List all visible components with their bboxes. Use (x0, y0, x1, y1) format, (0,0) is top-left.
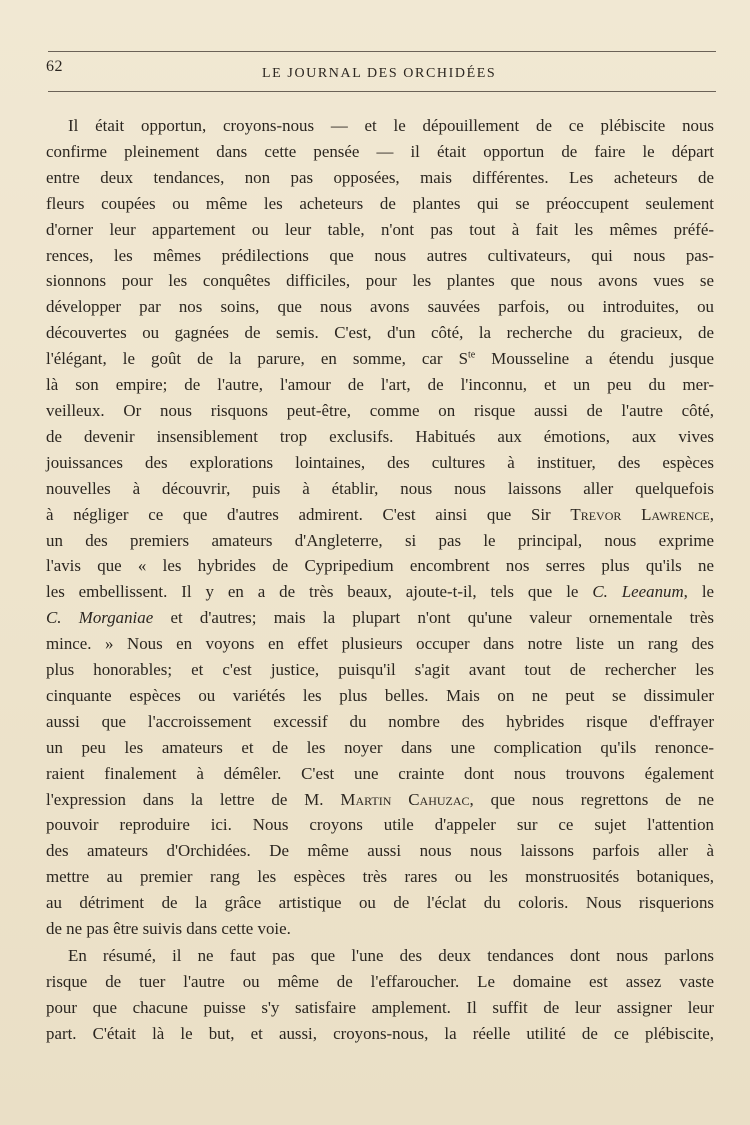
text-line (46, 346, 714, 372)
text-line: un des premiers amateurs d'Angleterre, si pas le principal, nous exprime (46, 530, 714, 550)
text-line: aussi que l'accroissement excessif du nombre des hybrides risque d'effrayer (46, 711, 714, 731)
text-fragment: et d'autres; mais la plupart n'ont qu'une valeur ornementale très (153, 608, 714, 628)
text-line: de devenir insensiblement trop exclusifs. Habitués aux émotions, aux vives (46, 426, 714, 446)
text-line: En résumé, il ne faut pas que l'une des deux tendances dont nous parlons (68, 946, 714, 965)
text-line: Il était opportun, croyons-nous — et le dépouillement de ce plébiscite nous (68, 116, 714, 135)
header-rule-top (48, 51, 716, 52)
text-line (46, 579, 714, 605)
text-line: de ne pas être suivis dans cette voie. (46, 919, 291, 939)
species-name: C. Leeanum (592, 582, 684, 602)
text-line: rences, les mêmes prédilections que nous autres cultivateurs, qui nous pas- (46, 245, 714, 265)
paragraph-2 (46, 943, 714, 1047)
text-line: sionnons pour les conquêtes difficiles, pour les plantes que nous avons vues se (46, 271, 714, 291)
text-line: découvertes ou gagnées de semis. C'est, d'un côté, la recherche du gracieux, de (46, 323, 714, 343)
text-line: pour que chacune puisse s'y satisfaire amplement. Il suffit de leur assigner leur (46, 997, 714, 1017)
text-line (46, 605, 714, 631)
text-line: raient finalement à démêler. C'est une crainte dont nous trouvons également (46, 763, 714, 783)
text-fragment: , le (683, 582, 715, 602)
text-line: des amateurs d'Orchidées. De même aussi nous nous laissons parfois aller à (46, 841, 714, 861)
text-fragment: l'élégant, le goût de la parure, en somme, car S (46, 349, 469, 369)
text-line (46, 787, 714, 813)
header-rule-bottom (48, 91, 716, 92)
text-line: risque de tuer l'autre ou même de l'effaroucher. Le domaine est assez vaste (46, 971, 714, 991)
text-line: cinquante espèces ou variétés les plus belles. Mais on ne peut se dissimuler (46, 685, 714, 705)
text-line: l'avis que « les hybrides de Cypripedium encombrent nos serres plus qu'ils ne (46, 556, 714, 576)
text-line: entre deux tendances, non pas opposées, mais différentes. Les acheteurs de (46, 167, 714, 187)
running-title: LE JOURNAL DES ORCHIDÉES (262, 66, 497, 81)
text-line: plus honorables; et c'est justice, puisqu'il s'agit avant tout de rechercher les (46, 660, 714, 680)
text-line: mince. » Nous en voyons en effet plusieurs occuper dans notre liste un rang des (46, 634, 714, 654)
text-fragment: Mousseline a étendu jusque (475, 349, 715, 369)
text-line: jouissances des explorations lointaines, des cultures à instituer, des espèces (46, 452, 714, 472)
text-line: pouvoir reproduire ici. Nous croyons utile d'appeler sur ce sujet l'attention (46, 815, 714, 835)
text-line: là son empire; de l'autre, l'amour de l'art, de l'inconnu, et un peu du mer- (46, 375, 714, 395)
person-name: Trevor Lawrence (570, 504, 710, 524)
text-fragment: , (709, 504, 714, 524)
text-line: fleurs coupées ou même les acheteurs de plantes qui se préoccupent seulement (46, 193, 714, 213)
species-name: C. Morganiae (46, 608, 154, 628)
text-line: développer par nos soins, que nous avons sauvées parfois, ou introduites, ou (46, 297, 714, 317)
text-fragment: à négliger ce que d'autres admirent. C'est ainsi que Sir (46, 504, 571, 524)
superscript-abbrev: te (468, 349, 476, 361)
paragraph-1 (46, 113, 714, 942)
text-line: mettre au premier rang les espèces très rares ou les monstruosités botaniques, (46, 867, 714, 887)
text-line: confirme pleinement dans cette pensée — il était opportun de faire le départ (46, 141, 714, 161)
text-line: part. C'était là le but, et aussi, croyons-nous, la réelle utilité de ce plébiscite, (46, 1023, 714, 1043)
text-line: d'orner leur appartement ou leur table, n'ont pas tout à fait les mêmes préfé- (46, 219, 714, 239)
text-fragment: les embellissent. Il y en a de très beaux, ajoute-t-il, tels que le (46, 582, 593, 602)
text-line: un peu les amateurs et de les noyer dans une complication qu'ils renonce- (46, 737, 714, 757)
text-line: au détriment de la grâce artistique ou de l'éclat du coloris. Nous risquerions (46, 893, 714, 913)
text-fragment: l'expression dans la lettre de M. (46, 789, 341, 809)
page-number: 62 (46, 58, 63, 75)
text-line (46, 502, 714, 528)
person-name: Martin Cahuzac (340, 789, 470, 809)
article-body (46, 113, 714, 1047)
text-line: nouvelles à découvrir, puis à établir, nous nous laissons aller quelquefois (46, 478, 714, 498)
text-fragment: , que nous regrettons de ne (469, 789, 714, 809)
text-line: veilleux. Or nous risquons peut-être, comme on risque aussi de l'autre côté, (46, 400, 714, 420)
